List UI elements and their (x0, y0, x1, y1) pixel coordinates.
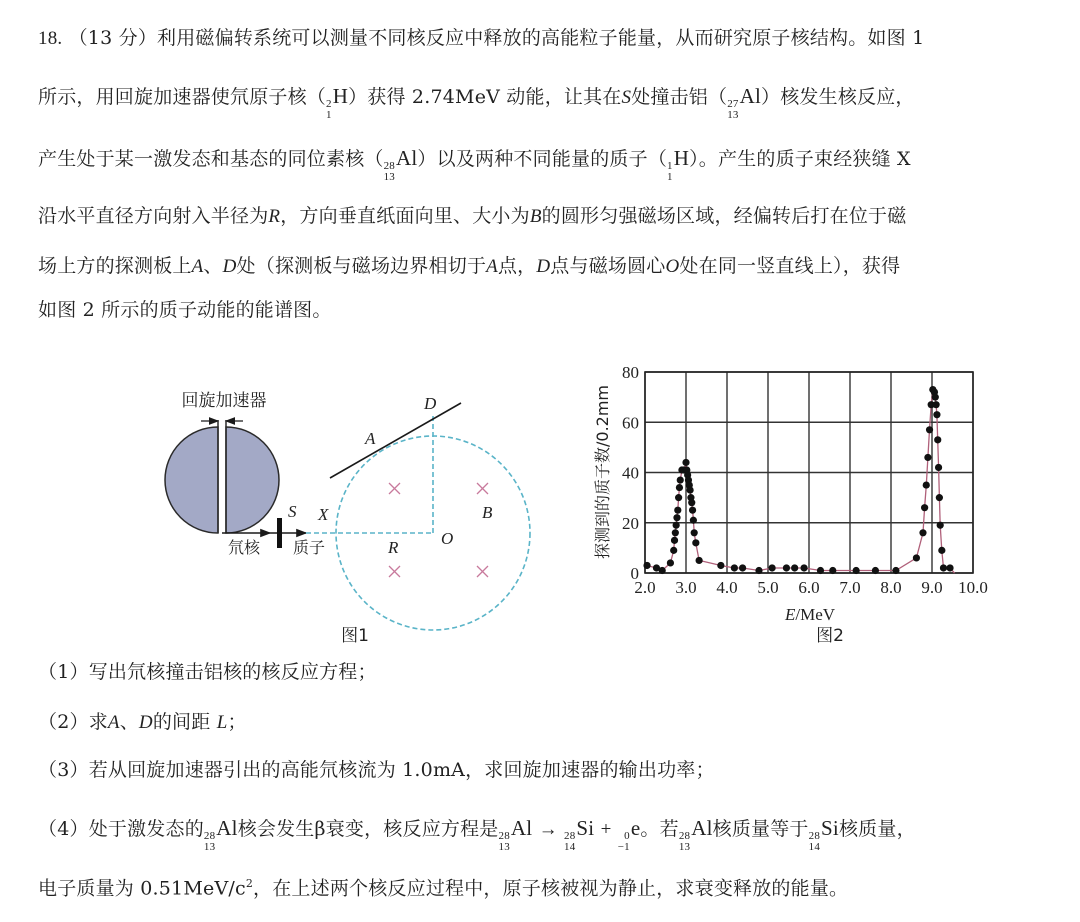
cyclotron-icon (165, 420, 279, 533)
target-S (277, 518, 282, 548)
svg-text:3.0: 3.0 (675, 578, 697, 597)
var-B: B (529, 206, 542, 227)
figure-2-energy-spectrum-chart (580, 360, 1010, 650)
nuclide-al27: 27 13 Al (727, 84, 762, 121)
problem-stem-line-5: 场上方的探测板上A、D处（探测板与磁场边界相切于A点，D点与磁场圆心O处在同一竖直线上），获得 (38, 255, 901, 277)
nuclide-al28: 28 13 Al (383, 146, 418, 183)
svg-text:5.0: 5.0 (757, 578, 779, 597)
stem-text: 产生处于某一激发态和基态的同位素核（ (38, 148, 384, 170)
question-4-line-2: 电子质量为 $0.51MeV/c^2$，在上述两个核反应过程中，原子核被视为静止，求衰变释放的能量。 (38, 877, 849, 900)
question-1: （1）写出氘核撞击铝核的核反应方程； (38, 661, 377, 683)
stem-text: 利用磁偏转系统可以测量不同核反应中释放的高能粒子能量，从而研究原子核结构。如图 1 (157, 27, 925, 49)
stem-text: ）获得 2.74MeV 动能，让其在 (348, 86, 622, 108)
nuclide-deuterium: 2 1 H (326, 84, 349, 121)
label-A: A (365, 429, 376, 448)
var-S: S (621, 87, 632, 108)
stem-text: ，方向垂直纸面向里、大小为 (280, 205, 530, 227)
accelerator-label: 回旋加速器 (181, 391, 267, 411)
stem-text: ）核发生核反应， (761, 86, 915, 108)
svg-text:8.0: 8.0 (880, 578, 902, 597)
stem-text: 的圆形匀强磁场区域，经偏转后打在位于磁 (541, 205, 907, 227)
question-2: （2）求A、D的间距 L； (38, 711, 247, 733)
label-O: O (441, 529, 454, 548)
svg-text:4.0: 4.0 (716, 578, 738, 597)
problem-stem-line-1 (38, 26, 924, 51)
label-S: S (288, 502, 297, 521)
svg-text:10.0: 10.0 (958, 578, 988, 597)
stem-text: 场上方的探测板上 (38, 255, 192, 277)
problem-stem-line-2 (38, 84, 915, 121)
problem-stem-line-6 (38, 298, 332, 322)
stem-text: 处撞击铝（ (631, 86, 728, 108)
svg-text:0: 0 (630, 564, 639, 583)
field-into-page-icons (389, 483, 488, 577)
y-axis-label: 探测到的质子数/0.2mm (593, 384, 612, 560)
stem-text: ）。产生的质子束经狭缝 X (689, 148, 911, 170)
deuteron-label: 氘核 (228, 538, 261, 557)
stem-text: ）以及两种不同能量的质子（ (417, 148, 668, 170)
svg-text:6.0: 6.0 (798, 578, 820, 597)
nuclide-proton: 1 1 H (667, 146, 690, 183)
figure-2-caption: 图2 (816, 626, 844, 646)
problem-stem-line-3 (38, 146, 911, 183)
label-R: R (388, 538, 399, 557)
svg-text:40: 40 (622, 463, 639, 483)
svg-text:7.0: 7.0 (839, 578, 861, 597)
svg-text:60: 60 (622, 413, 639, 433)
data-points (643, 386, 953, 574)
label-X: X (318, 505, 329, 524)
svg-text:9.0: 9.0 (921, 578, 943, 597)
detector-plate (330, 403, 461, 478)
problem-points: （13 分） (68, 27, 158, 49)
var-R: R (268, 206, 281, 227)
svg-text:2.0: 2.0 (634, 578, 656, 597)
svg-text:80: 80 (622, 363, 639, 382)
figure-1-caption: 图1 (341, 626, 369, 646)
figure-1-diagram (140, 375, 560, 650)
proton-label: 质子 (293, 538, 326, 557)
x-axis-label: E/MeV (784, 605, 836, 624)
stem-text: 沿水平直径方向射入半径为 (38, 205, 269, 227)
label-B: B (482, 503, 493, 522)
question-4-line-1: （4）处于激发态的 28 13 Al核会发生β衰变，核反应方程是 28 13 Al → 28 14 Si + 0 −1 e。若 28 13 Al核质量等于 28 14 Si核质量， (38, 816, 916, 853)
svg-text:20: 20 (622, 513, 639, 533)
stem-text: 所示，用回旋加速器使氘原子核（ (38, 86, 327, 108)
problem-stem-line-4 (38, 204, 906, 229)
label-D: D (424, 394, 437, 413)
problem-number: 18. (38, 28, 63, 49)
question-3: （3）若从回旋加速器引出的高能氘核流为 1.0mA，求回旋加速器的输出功率； (38, 759, 715, 781)
stem-text: 如图 2 所示的质子动能的能谱图。 (38, 299, 332, 321)
